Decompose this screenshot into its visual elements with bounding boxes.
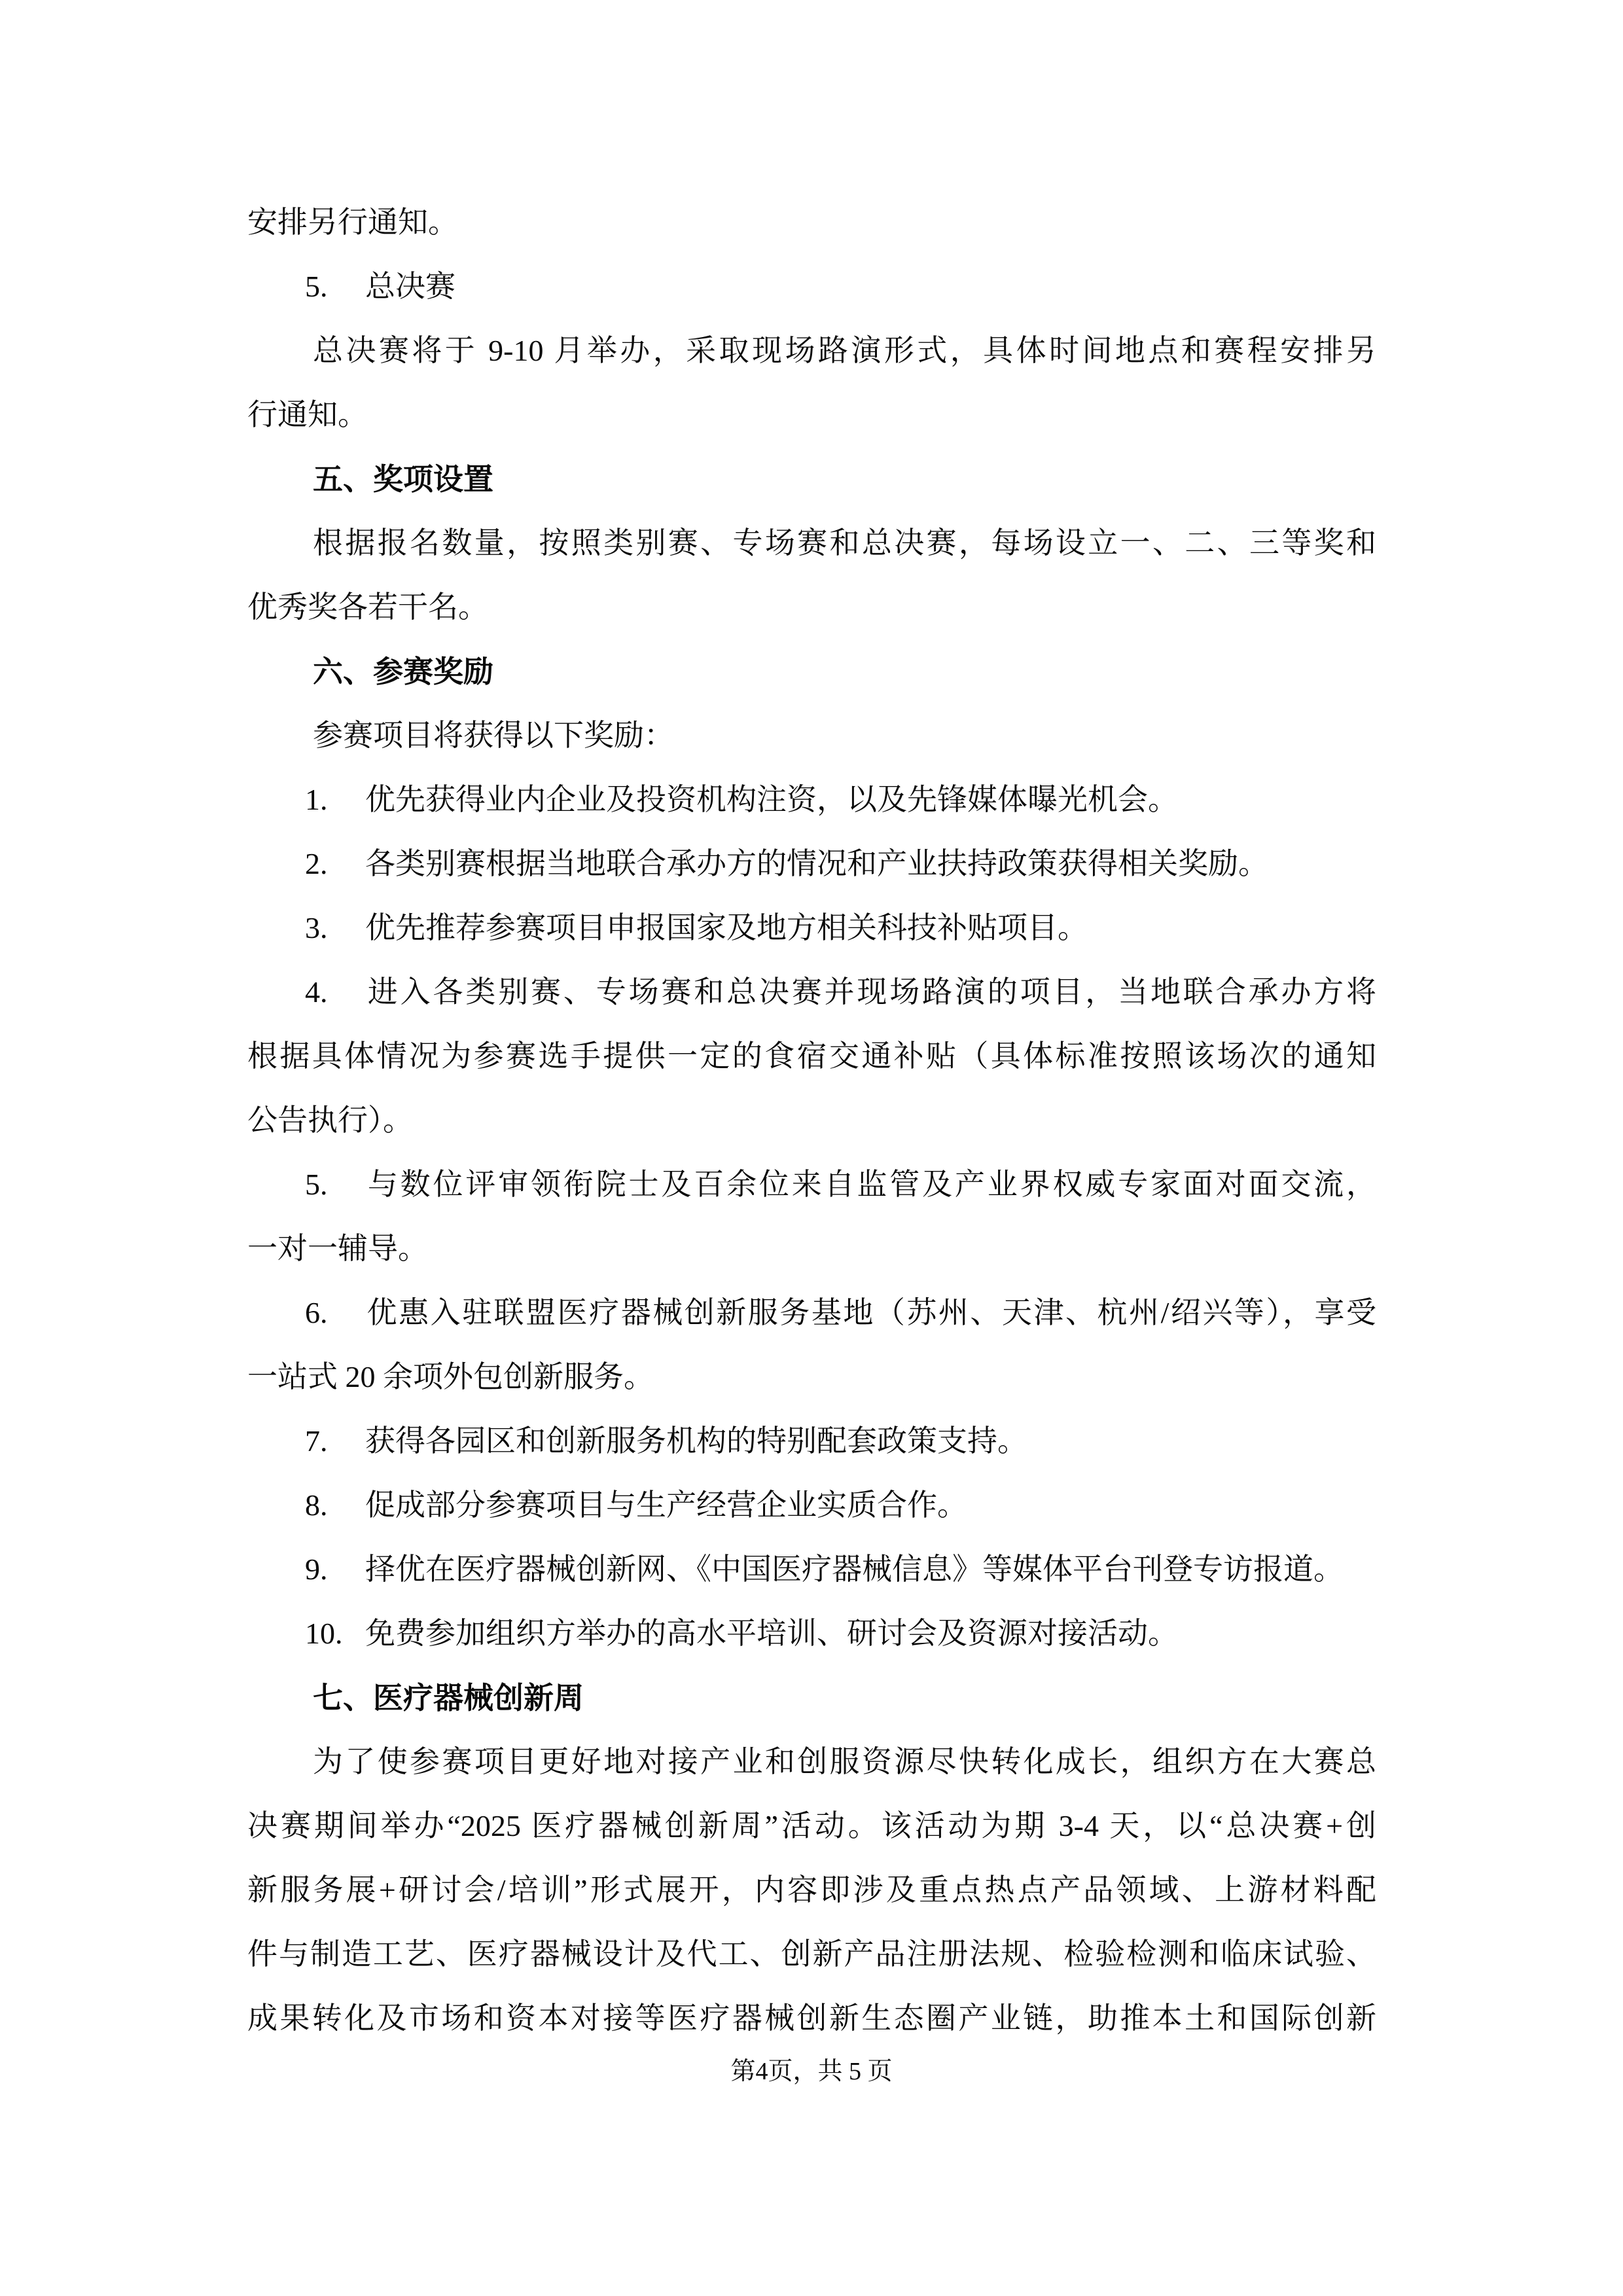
body-text-line: 安排另行通知。 [247,206,458,239]
list-item-text: 与数位评审领衔院士及百余位来自监管及产业界权威专家面对面交流， [365,1168,1376,1201]
list-item-text: 择优在医疗器械创新网、《中国医疗器械信息》等媒体平台刊登专访报道。 [365,1552,1344,1586]
section-heading-innovation-week: 七、医疗器械创新周 [313,1681,584,1715]
page-footer [0,2056,1623,2087]
list-item-text: 各类别赛根据当地联合承办方的情况和产业扶持政策获得相关奖励。 [365,847,1268,880]
body-text-line: 件与制造工艺、医疗器械设计及代工、创新产品注册法规、检验检测和临床试验、 [247,1937,1376,1971]
list-item-number: 1. [305,783,328,816]
list-item-number: 2. [305,847,328,880]
list-item-line [247,768,1376,832]
section-heading-awards-setup: 五、奖项设置 [313,462,493,496]
list-item-number: 8. [305,1488,328,1522]
body-text-line: 优秀奖各若干名。 [247,590,488,624]
body-text-line: 新服务展+研讨会/培训”形式展开，内容即涉及重点热点产品领域、上游材料配 [247,1873,1376,1907]
list-item-line [247,1537,1376,1602]
list-item-number: 6. [305,1296,328,1329]
list-item-number: 5. [305,270,328,303]
list-item-text: 进入各类别赛、专场赛和总决赛并现场路演的项目，当地联合承办方将 [365,975,1376,1009]
list-item-number: 10. [305,1617,343,1650]
list-item-number: 3. [305,911,328,944]
list-item-text: 促成部分参赛项目与生产经营企业实质合作。 [365,1488,967,1522]
list-item-line [247,1473,1376,1537]
list-item-number: 5. [305,1168,328,1201]
section-heading-participation-rewards: 六、参赛奖励 [313,655,493,689]
list-item-text: 免费参加组织方举办的高水平培训、研讨会及资源对接活动。 [365,1617,1178,1650]
page-number: 第4页，共 5 页 [730,2058,893,2085]
body-text-line: 总决赛将于 9-10 月举办，采取现场路演形式，具体时间地点和赛程安排另 [313,334,1376,367]
list-item-number: 4. [305,975,328,1009]
list-item-text: 优先推荐参赛项目申报国家及地方相关科技补贴项目。 [365,911,1088,944]
list-item-line [247,960,1376,1024]
body-text-line: 根据具体情况为参赛选手提供一定的食宿交通补贴（具体标准按照该场次的通知 [247,1039,1376,1073]
list-item-line [247,1153,1376,1217]
body-text-line: 根据报名数量，按照类别赛、专场赛和总决赛，每场设立一、二、三等奖和 [313,526,1376,560]
list-item-line [247,832,1376,896]
body-text-line: 成果转化及市场和资本对接等医疗器械创新生态圈产业链，助推本土和国际创新 [247,2001,1376,2035]
list-item-text: 总决赛 [365,270,455,303]
body-text-line: 一站式 20 余项外包创新服务。 [247,1360,654,1393]
list-item-text: 获得各园区和创新服务机构的特别配套政策支持。 [365,1424,1027,1458]
body-text-line: 参赛项目将获得以下奖励： [313,719,674,752]
body-text-line: 决赛期间举办“2025 医疗器械创新周”活动。该活动为期 3-4 天，以“总决赛+创 [247,1809,1376,1842]
list-item-line [247,1281,1376,1345]
list-item-number: 9. [305,1552,328,1586]
body-text-line: 行通知。 [247,398,368,431]
list-item-text: 优先获得业内企业及投资机构注资，以及先锋媒体曝光机会。 [365,783,1178,816]
list-item-line [247,1602,1376,1666]
list-item-line [247,1409,1376,1473]
body-text-line: 为了使参赛项目更好地对接产业和创服资源尽快转化成长，组织方在大赛总 [313,1745,1376,1778]
body-text-line: 一对一辅导。 [247,1232,428,1265]
document-body [247,190,1376,2051]
list-item-text: 优惠入驻联盟医疗器械创新服务基地（苏州、天津、杭州/绍兴等），享受 [365,1296,1376,1329]
list-item-line [247,255,1376,319]
body-text-line: 公告执行）。 [247,1103,413,1137]
list-item-line [247,896,1376,960]
list-item-number: 7. [305,1424,328,1458]
